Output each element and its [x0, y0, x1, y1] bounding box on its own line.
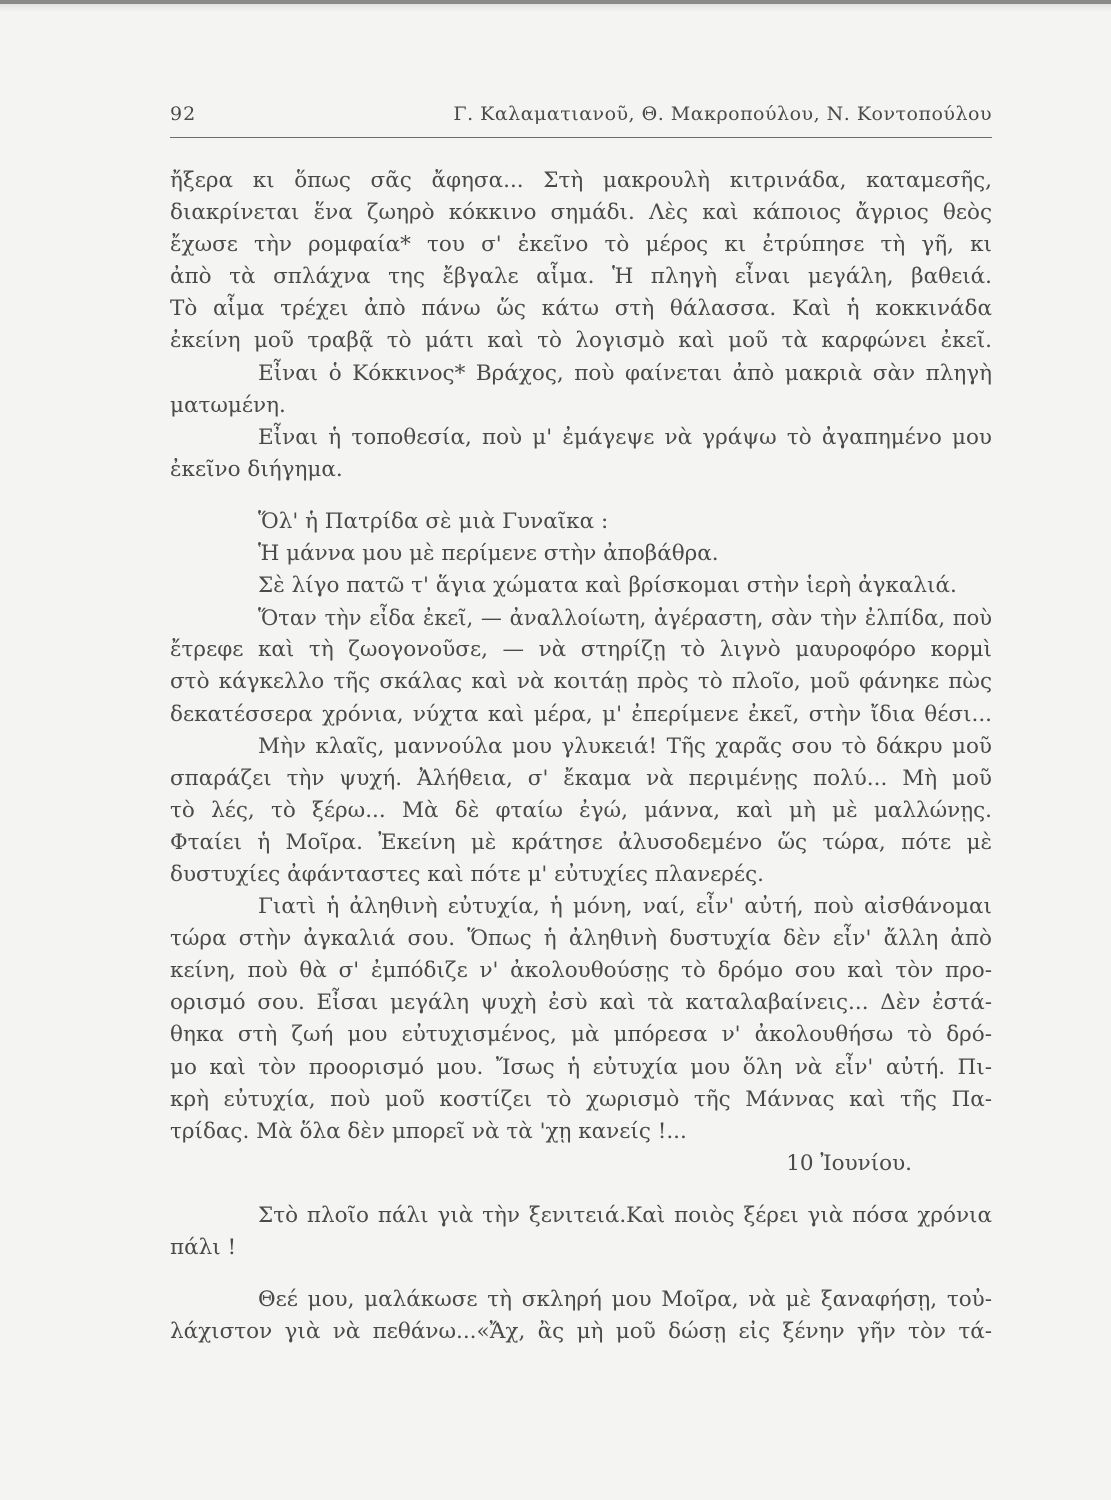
- page-number: 92: [170, 103, 197, 125]
- text-line: Θεέ μου, μαλάκωσε τὴ σκληρή μου Μοῖρα, νὰ μὲ ξαναφήσῃ, τοὐ-: [258, 1287, 992, 1313]
- text-line: Σὲ λίγο πατῶ τ' ἅγια χώματα καὶ βρίσκομαι στὴν ἱερὴ ἀγκαλιά.: [258, 573, 957, 599]
- text-line: Στὸ πλοῖο πάλι γιὰ τὴν ξενιτειά.Καὶ ποιὸς ξέρει γιὰ πόσα χρόνια: [258, 1202, 992, 1228]
- scan-top-border: [0, 0, 1111, 4]
- running-head: Γ. Καλαματιανοῦ, Θ. Μακροπούλου, Ν. Κοντοπούλου: [453, 103, 992, 125]
- text-line: δεκατέσσερα χρόνια, νύχτα καὶ μέρα, μ' ἐπερίμενε ἐκεῖ, στὴν ἴδια θέσι...: [170, 701, 992, 727]
- paragraph-gap: [170, 1264, 992, 1284]
- text-line: ἐκεῖνο διήγημα.: [170, 456, 343, 482]
- text-line: ἤξερα κι ὅπως σᾶς ἄφησα... Στὴ μακρουλὴ κιτρινάδα, καταμεσῆς,: [170, 168, 992, 193]
- text-line: διακρίνεται ἕνα ζωηρὸ κόκκινο σημάδι. Λὲς καὶ κάποιος ἄγριος θεὸς: [170, 200, 992, 226]
- text-line: τώρα στὴν ἀγκαλιά σου. Ὅπως ἡ ἀληθινὴ δυστυχία δὲν εἶν' ἄλλη ἀπὸ: [170, 926, 992, 952]
- paragraph-gap: [170, 486, 992, 506]
- text-line: σπαράζει τὴν ψυχή. Ἀλήθεια, σ' ἔκαμα νὰ περιμένῃς πολύ... Μὴ μοῦ: [170, 765, 992, 791]
- text-line: πάλι !: [170, 1235, 237, 1260]
- dateline: 10 Ἰουνίου.: [786, 1150, 912, 1176]
- text-line: ἔχωσε τὴν ρομφαία* του σ' ἐκεῖνο τὸ μέρος κι ἐτρύπησε τὴ γῆ, κι: [170, 232, 992, 258]
- body-text: [170, 165, 992, 1348]
- text-line: τὸ λές, τὸ ξέρω... Μὰ δὲ φταίω ἐγώ, μάννα, καὶ μὴ μὲ μαλλώνῃς.: [170, 797, 992, 823]
- header-rule: [170, 137, 992, 138]
- text-line: δυστυχίες ἀφάνταστες καὶ πότε μ' εὐτυχίες πλανερές.: [170, 861, 764, 887]
- text-line: Ἡ μάννα μου μὲ περίμενε στὴν ἀποβάθρα.: [258, 541, 719, 567]
- text-line: Φταίει ἡ Μοῖρα. Ἐκείνη μὲ κράτησε ἀλυσοδεμένο ὥς τώρα, πότε μὲ: [170, 829, 992, 855]
- text-line: Εἶναι ἡ τοποθεσία, ποὺ μ' ἐμάγεψε νὰ γράψω τὸ ἀγαπημένο μου: [258, 424, 992, 450]
- text-line: Τὸ αἷμα τρέχει ἀπὸ πάνω ὥς κάτω στὴ θάλασσα. Καὶ ἡ κοκκινάδα: [170, 296, 992, 322]
- text-line: ματωμένη.: [170, 392, 286, 418]
- text-line: ἔτρεφε καὶ τὴ ζωογονοῦσε, — νὰ στηρίζῃ τὸ λιγνὸ μαυροφόρο κορμὶ: [170, 637, 992, 663]
- text-line: μο καὶ τὸν προορισμό μου. Ἴσως ἡ εὐτυχία μου ὅλη νὰ εἶν' αὐτή. Πι-: [170, 1054, 992, 1080]
- text-line: ἀπὸ τὰ σπλάχνα της ἔβγαλε αἷμα. Ἡ πληγὴ εἶναι μεγάλη, βαθειά.: [170, 264, 992, 290]
- text-line: τρίδας. Μὰ ὅλα δὲν μπορεῖ νὰ τὰ 'χῃ κανείς !...: [170, 1118, 687, 1144]
- text-line: ἐκείνη μοῦ τραβᾷ τὸ μάτι καὶ τὸ λογισμὸ καὶ μοῦ τὰ καρφώνει ἐκεῖ.: [170, 328, 992, 354]
- text-line: ορισμό σου. Εἶσαι μεγάλη ψυχὴ ἐσὺ καὶ τὰ καταλαβαίνεις... Δὲν ἐστά-: [170, 990, 992, 1016]
- text-line: στὸ κάγκελλο τῆς σκάλας καὶ νὰ κοιτάῃ πρὸς τὸ πλοῖο, μοῦ φάνηκε πὼς: [170, 669, 992, 695]
- page-header: [170, 103, 992, 133]
- text-line: κείνη, ποὺ θὰ σ' ἐμπόδιζε ν' ἀκολουθούσῃς τὸ δρόμο σου καὶ τὸν προ-: [170, 958, 992, 984]
- text-line: θηκα στὴ ζωή μου εὐτυχισμένος, μὰ μπόρεσα ν' ἀκολουθήσω τὸ δρό-: [170, 1022, 992, 1048]
- text-line: λάχιστον γιὰ νὰ πεθάνω...«Ἄχ, ἂς μὴ μοῦ δώσῃ εἰς ξένην γῆν τὸν τά-: [170, 1319, 992, 1345]
- text-line: Εἶναι ὁ Κόκκινος* Βράχος, ποὺ φαίνεται ἀπὸ μακριὰ σὰν πληγὴ: [258, 360, 992, 386]
- paragraph-gap: [170, 1180, 992, 1200]
- text-line: Μὴν κλαῖς, μαννούλα μου γλυκειά! Τῆς χαρᾶς σου τὸ δάκρυ μοῦ: [258, 733, 992, 759]
- text-line: κρὴ εὐτυχία, ποὺ μοῦ κοστίζει τὸ χωρισμὸ τῆς Μάννας καὶ τῆς Πα-: [170, 1086, 992, 1112]
- text-line: Ὅταν τὴν εἶδα ἐκεῖ, — ἀναλλοίωτη, ἀγέραστη, σὰν τὴν ἐλπίδα, ποὺ: [258, 606, 992, 631]
- text-line: Γιατὶ ἡ ἀληθινὴ εὐτυχία, ἡ μόνη, ναί, εἶν' αὐτή, ποὺ αἰσθάνομαι: [258, 894, 992, 920]
- text-line: Ὅλ' ἡ Πατρίδα σὲ μιὰ Γυναῖκα :: [258, 508, 609, 534]
